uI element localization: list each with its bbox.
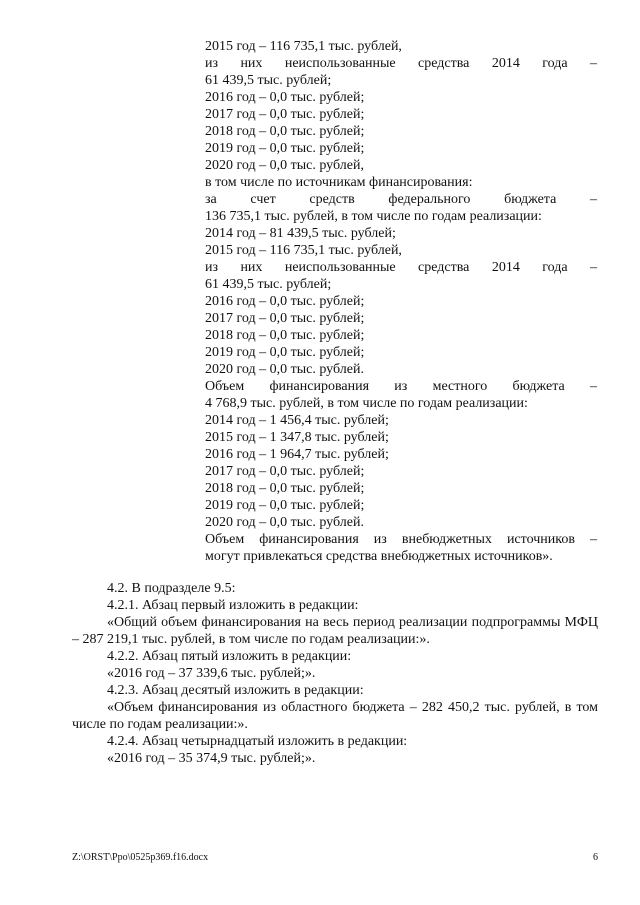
column-line: 2017 год – 0,0 тыс. рублей; — [205, 464, 365, 479]
column-line: 2016 год – 0,0 тыс. рублей; — [205, 90, 365, 105]
column-line: 2016 год – 0,0 тыс. рублей; — [205, 294, 365, 309]
column-line: 2020 год – 0,0 тыс. рублей. — [205, 362, 364, 377]
column-line: 2015 год – 116 735,1 тыс. рублей, — [205, 39, 402, 54]
column-line: Объем финансирования из внебюджетных источников – — [205, 532, 597, 547]
column-line: 2015 год – 116 735,1 тыс. рублей, — [205, 243, 402, 258]
column-line: 2017 год – 0,0 тыс. рублей; — [205, 107, 365, 122]
column-line: 4 768,9 тыс. рублей, в том числе по годам реализации: — [205, 396, 528, 411]
file-path: Z:\ORST\Ppo\0525p369.f16.docx — [72, 852, 209, 863]
amendment-text: «Общий объем финансирования на весь период реализации подпрограммы МФЦ – 287 219,1 тыс. рублей, в том числе по годам реализации:». — [72, 615, 598, 647]
column-line: в том числе по источникам финансирования: — [205, 175, 473, 190]
amendment-item: 4.2.2. Абзац пятый изложить в редакции: — [107, 649, 352, 664]
section-heading: 4.2. В подразделе 9.5: — [107, 581, 236, 596]
amendment-text: «Объем финансирования из областного бюджета – 282 450,2 тыс. рублей, в том числе по годам реализации:». — [72, 700, 598, 732]
column-line: 2014 год – 81 439,5 тыс. рублей; — [205, 226, 396, 241]
column-line: 61 439,5 тыс. рублей; — [205, 277, 332, 292]
column-line: 2019 год – 0,0 тыс. рублей; — [205, 345, 365, 360]
amendment-text: «2016 год – 35 374,9 тыс. рублей;». — [107, 751, 316, 766]
column-line: 2019 год – 0,0 тыс. рублей; — [205, 498, 365, 513]
column-line: 2014 год – 1 456,4 тыс. рублей; — [205, 413, 389, 428]
column-line: 2017 год – 0,0 тыс. рублей; — [205, 311, 365, 326]
column-line: 2018 год – 0,0 тыс. рублей; — [205, 481, 365, 496]
column-line: 61 439,5 тыс. рублей; — [205, 73, 332, 88]
page-number: 6 — [593, 852, 598, 863]
column-line: 2020 год – 0,0 тыс. рублей. — [205, 515, 364, 530]
amendments-section — [72, 580, 598, 767]
column-line: из них неиспользованные средства 2014 года – — [205, 260, 597, 275]
amendment-item: 4.2.4. Абзац четырнадцатый изложить в редакции: — [107, 734, 408, 749]
amendment-item: 4.2.3. Абзац десятый изложить в редакции: — [107, 683, 364, 698]
column-line: из них неиспользованные средства 2014 года – — [205, 56, 597, 71]
column-line: 2019 год – 0,0 тыс. рублей; — [205, 141, 365, 156]
column-line: могут привлекаться средства внебюджетных источников». — [205, 549, 553, 564]
column-line: 2020 год – 0,0 тыс. рублей, — [205, 158, 364, 173]
column-line: 2018 год – 0,0 тыс. рублей; — [205, 328, 365, 343]
column-line: 2016 год – 1 964,7 тыс. рублей; — [205, 447, 389, 462]
column-line: 2018 год – 0,0 тыс. рублей; — [205, 124, 365, 139]
column-line: за счет средств федерального бюджета – — [205, 192, 597, 207]
column-line: Объем финансирования из местного бюджета – — [205, 379, 597, 394]
funding-column — [205, 38, 597, 565]
amendment-text: «2016 год – 37 339,6 тыс. рублей;». — [107, 666, 316, 681]
column-line: 136 735,1 тыс. рублей, в том числе по годам реализации: — [205, 209, 542, 224]
amendment-item: 4.2.1. Абзац первый изложить в редакции: — [107, 598, 359, 613]
column-line: 2015 год – 1 347,8 тыс. рублей; — [205, 430, 389, 445]
